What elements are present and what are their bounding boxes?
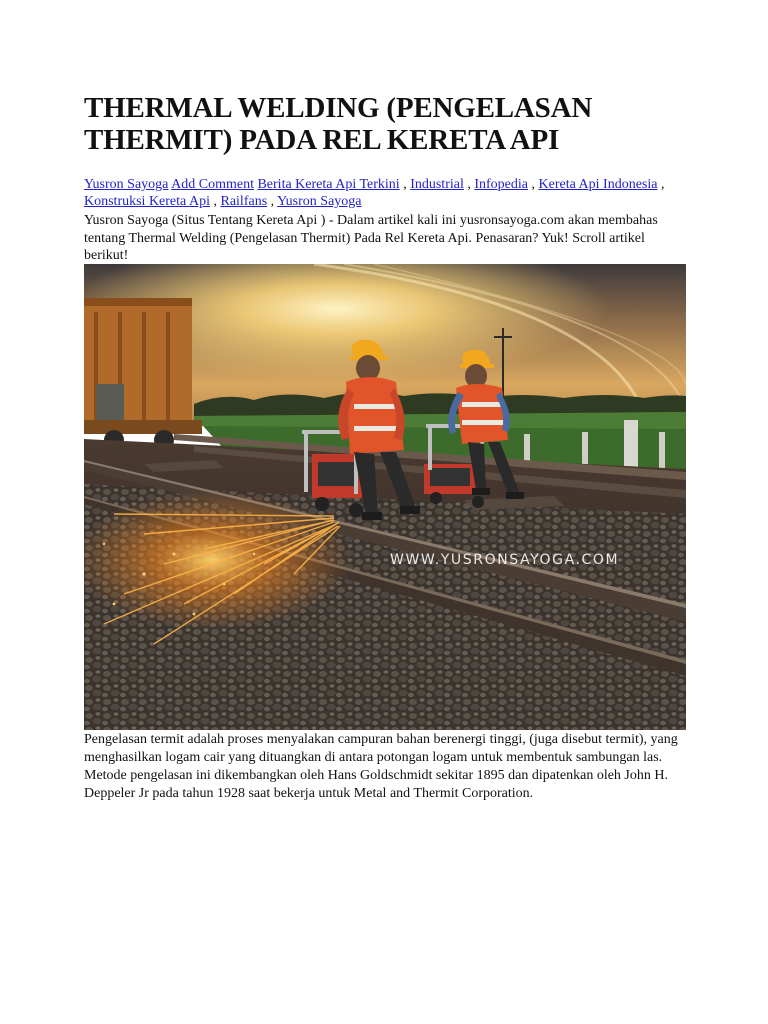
category-link-kereta-api-indonesia[interactable]: Kereta Api Indonesia	[538, 177, 658, 192]
article-intro: Yusron Sayoga (Situs Tentang Kereta Api ) - Dalam artikel kali ini yusronsayoga.com akan membahas tentang Thermal Welding (Pengelasan Thermit) Pada Rel Kereta Api. Penasaran? Yuk! Scroll artikel berikut!	[84, 213, 658, 263]
separator: ,	[213, 194, 217, 209]
separator: ,	[531, 177, 535, 192]
separator: ,	[660, 177, 665, 192]
article-title: THERMAL WELDING (PENGELASAN THERMIT) PADA REL KERETA API	[84, 92, 593, 156]
category-link-infopedia[interactable]: Infopedia	[474, 177, 528, 192]
author-link[interactable]: Yusron Sayoga	[84, 177, 169, 192]
separator: ,	[270, 194, 275, 209]
category-link-railfans[interactable]: Railfans	[220, 194, 268, 209]
article-paragraph: Pengelasan termit adalah proses menyalakan campuran bahan berenergi tinggi, (juga disebut termit), yang menghasilkan logam cair yang dituangkan di antara potongan logam untuk membentuk sambungan las. Metode pengelasan ini dikembangkan oleh Hans Goldschmidt sekitar 1895 dan dipatenkan oleh John H. Deppeler Jr pada tahun 1928 saat bekerja untuk Metal and Thermit Corporation.	[84, 732, 678, 801]
category-link-yusron-sayoga[interactable]: Yusron Sayoga	[277, 194, 362, 209]
add-comment-link[interactable]: Add Comment	[171, 177, 254, 192]
category-link-berita[interactable]: Berita Kereta Api Terkini	[257, 177, 400, 192]
category-link-konstruksi[interactable]: Konstruksi Kereta Api	[84, 194, 210, 209]
category-link-industrial[interactable]: Industrial	[410, 177, 464, 192]
article-meta	[84, 176, 688, 210]
separator: ,	[467, 177, 471, 192]
separator: ,	[403, 177, 407, 192]
hero-image	[84, 264, 686, 730]
welding-photo	[84, 264, 686, 730]
image-watermark: WWW.YUSRONSAYOGA.COM	[390, 552, 620, 568]
